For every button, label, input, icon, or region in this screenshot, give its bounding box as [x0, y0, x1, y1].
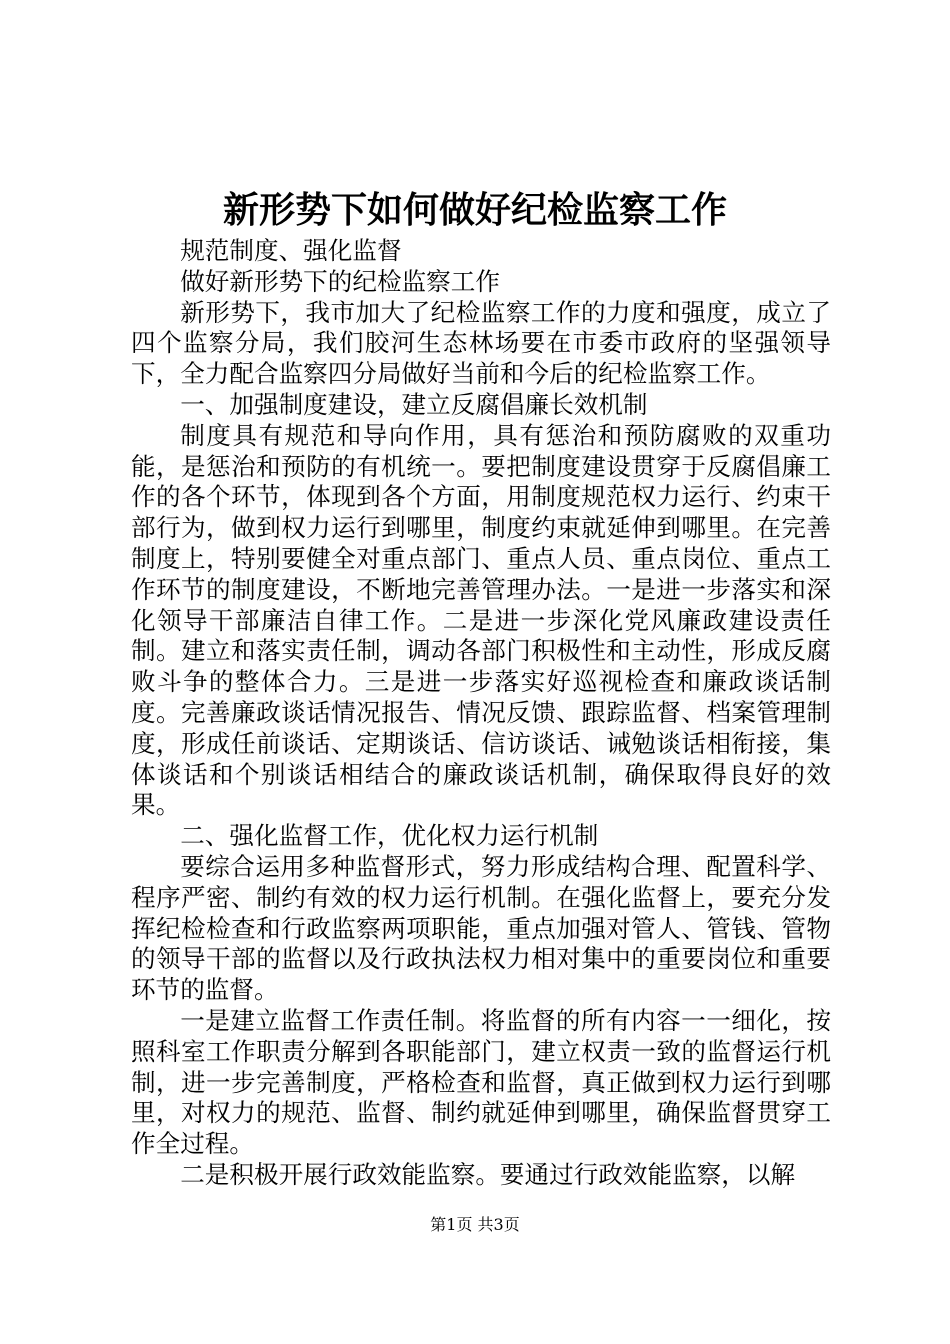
body-paragraph: 要综合运用多种监督形式，努力形成结构合理、配置科学、程序严密、制约有效的权力运行机制。在强化监督上，要充分发挥纪检检查和行政监察两项职能，重点加强对管人、管钱、管物的领导干部的监督以及行政执法权力相对集中的重要岗位和重要环节的监督。: [131, 851, 831, 1005]
body-paragraph: 一是建立监督工作责任制。将监督的所有内容一一细化，按照科室工作职责分解到各职能部门，建立权责一致的监督运行机制，进一步完善制度，严格检查和监督，真正做到权力运行到哪里，对权力的规范、监督、制约就延伸到哪里，确保监督贯穿工作全过程。: [131, 1005, 831, 1159]
body-paragraph: 二是积极开展行政效能监察。要通过行政效能监察，以解: [180, 1159, 796, 1189]
section-heading-2: 二、强化监督工作，优化权力运行机制: [180, 821, 599, 851]
document-body: [131, 236, 831, 1191]
subtitle-line-2: 做好新形势下的纪检监察工作: [180, 266, 500, 296]
document-title: 新形势下如何做好纪检监察工作: [222, 189, 727, 231]
intro-paragraph: 新形势下，我市加大了纪检监察工作的力度和强度，成立了四个监察分局，我们胶河生态林场要在市委市政府的坚强领导下，全力配合监察四分局做好当前和今后的纪检监察工作。: [131, 297, 831, 389]
section-heading-1: 一、加强制度建设，建立反腐倡廉长效机制: [180, 389, 648, 419]
body-paragraph: 制度具有规范和导向作用，具有惩治和预防腐败的双重功能，是惩治和预防的有机统一。要把制度建设贯穿于反腐倡廉工作的各个环节，体现到各个方面，用制度规范权力运行、约束干部行为，做到权力运行到哪里，制度约束就延伸到哪里。在完善制度上，特别要健全对重点部门、重点人员、重点岗位、重点工作环节的制度建设，不断地完善管理办法。一是进一步落实和深化领导干部廉洁自律工作。二是进一步深化党风廉政建设责任制。建立和落实责任制，调动各部门积极性和主动性，形成反腐败斗争的整体合力。三是进一步落实好巡视检查和廉政谈话制度。完善廉政谈话情况报告、情况反馈、跟踪监督、档案管理制度，形成任前谈话、定期谈话、信访谈话、诫勉谈话相衔接，集体谈话和个别谈话相结合的廉政谈话机制，确保取得良好的效果。: [131, 420, 831, 820]
page-number-footer: 第1页 共3页: [430, 1215, 520, 1234]
subtitle-line-1: 规范制度、强化监督: [180, 236, 402, 265]
